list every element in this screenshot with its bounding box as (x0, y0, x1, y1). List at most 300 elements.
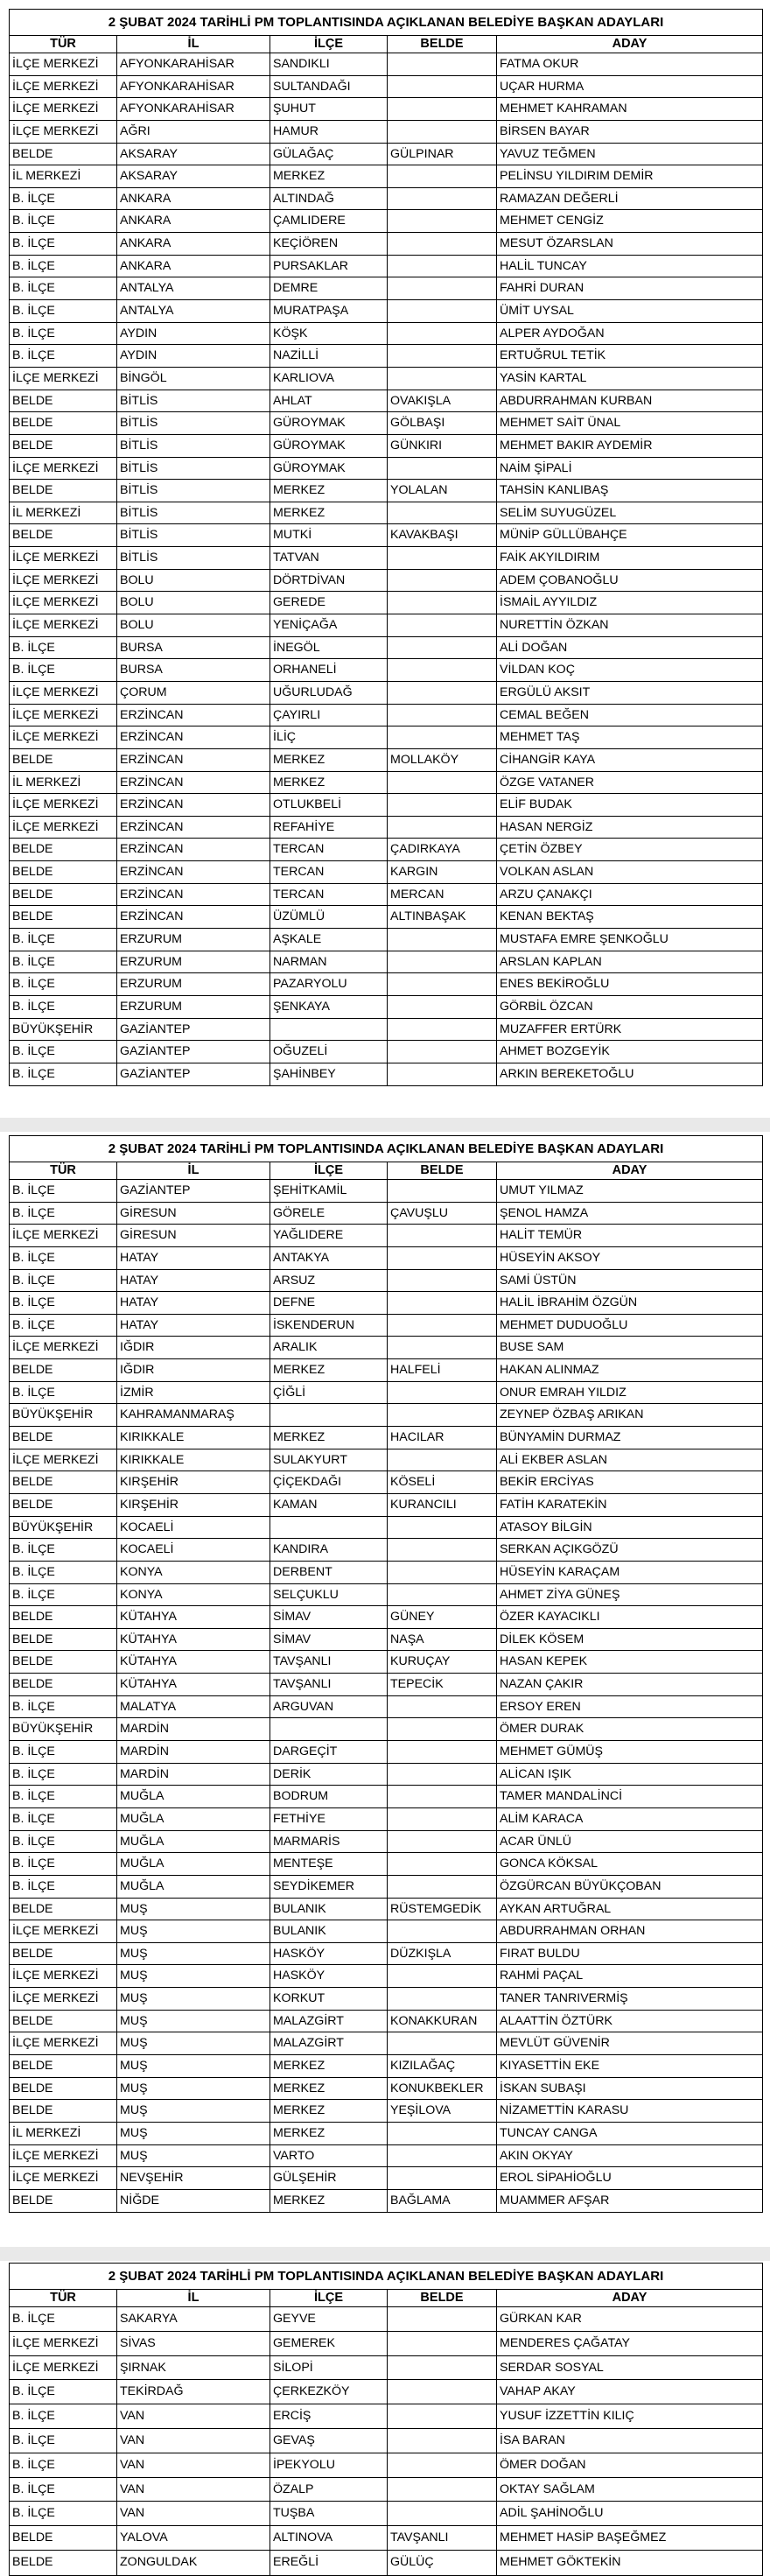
tur-cell: BELDE (10, 2526, 117, 2550)
belde-cell: TAVŞANLI (388, 2526, 497, 2550)
ilce-cell: VARTO (270, 2145, 388, 2167)
aday-cell: GONCA KÖKSAL (500, 1857, 598, 1871)
table-row (10, 1674, 762, 1696)
column-header: BELDE (388, 1162, 497, 1179)
aday-cell: ONUR EMRAH YILDIZ (500, 1385, 626, 1400)
tur-cell: BELDE (10, 1494, 117, 1516)
il-cell: KÜTAHYA (117, 1606, 270, 1628)
tur-cell: İLÇE MERKEZİ (10, 98, 117, 120)
table-row (10, 1337, 762, 1359)
ilce-cell: HAMUR (270, 121, 388, 143)
il-cell: KIRŞEHİR (117, 1494, 270, 1516)
table-row (10, 659, 762, 682)
ilce-cell: İNEGÖL (270, 637, 388, 659)
column-header: İLÇE (270, 2290, 388, 2306)
table-row (10, 435, 762, 458)
aday-cell: TAMER MANDALİNCİ (500, 1789, 623, 1804)
il-cell: KIRIKKALE (117, 1449, 270, 1471)
column-header: BELDE (388, 36, 497, 53)
ilce-cell: TAVŞANLI (270, 1651, 388, 1673)
il-cell: BOLU (117, 570, 270, 592)
belde-cell: ÇADIRKAYA (388, 839, 497, 860)
aday-cell: İSMAİL AYYILDIZ (500, 595, 598, 610)
tur-cell: BELDE (10, 2055, 117, 2077)
tur-cell: İLÇE MERKEZİ (10, 1988, 117, 2010)
belde-cell (388, 2380, 497, 2404)
belde-cell: TEPECİK (388, 1674, 497, 1695)
belde-cell (388, 368, 497, 390)
table-header-row (10, 1162, 762, 1180)
tur-cell: B. İLÇE (10, 1382, 117, 1404)
il-cell: AFYONKARAHİSAR (117, 53, 270, 75)
ilce-cell: DEFNE (270, 1292, 388, 1314)
aday-cell: AHMET ZİYA GÜNEŞ (500, 1587, 620, 1602)
ilce-cell: HASKÖY (270, 1965, 388, 1987)
ilce-cell: MURATPAŞA (270, 300, 388, 322)
table-row (10, 996, 762, 1019)
ilce-cell: KÖŞK (270, 323, 388, 345)
belde-cell (388, 2123, 497, 2144)
il-cell: ANTALYA (117, 300, 270, 322)
ilce-cell (270, 1404, 388, 1426)
il-cell: SİVAS (117, 2332, 270, 2355)
tur-cell: BELDE (10, 1427, 117, 1449)
belde-cell (388, 2145, 497, 2167)
il-cell: ERZİNCAN (117, 817, 270, 839)
il-cell: AYDIN (117, 323, 270, 345)
candidate-table (9, 2263, 763, 2576)
belde-cell (388, 210, 497, 232)
column-header: İL (117, 1162, 270, 1179)
belde-cell: KURANCILI (388, 1494, 497, 1516)
tur-cell: B. İLÇE (10, 1270, 117, 1292)
page-gap (0, 2247, 770, 2261)
belde-cell (388, 165, 497, 187)
table-row (10, 2123, 762, 2145)
il-cell: BURSA (117, 637, 270, 659)
il-cell: VAN (117, 2404, 270, 2428)
tur-cell: BELDE (10, 884, 117, 906)
aday-cell: EROL SİPAHİOĞLU (500, 2171, 612, 2186)
belde-cell (388, 1404, 497, 1426)
il-cell: MUŞ (117, 2032, 270, 2054)
belde-cell (388, 277, 497, 299)
table-row (10, 1203, 762, 1225)
aday-cell: KENAN BEKTAŞ (500, 909, 594, 924)
il-cell: ERZİNCAN (117, 861, 270, 883)
belde-cell (388, 2453, 497, 2477)
il-cell: MUŞ (117, 1965, 270, 1987)
aday-cell: ENES BEKİROĞLU (500, 977, 610, 992)
belde-cell (388, 996, 497, 1018)
aday-cell: HALİL TUNCAY (500, 258, 587, 273)
tur-cell: B. İLÇE (10, 1041, 117, 1063)
belde-cell (388, 614, 497, 636)
aday-cell: MEHMET GÜMÜŞ (500, 1744, 603, 1759)
belde-cell: ÇAVUŞLU (388, 1203, 497, 1225)
tur-cell: İLÇE MERKEZİ (10, 682, 117, 704)
table-row (10, 614, 762, 637)
tur-cell: BELDE (10, 2078, 117, 2100)
ilce-cell: KARLIOVA (270, 368, 388, 390)
table-row (10, 256, 762, 278)
table-row (10, 390, 762, 413)
belde-cell (388, 570, 497, 592)
aday-cell: AKIN OKYAY (500, 2148, 573, 2163)
tur-cell: B. İLÇE (10, 2429, 117, 2453)
table-row (10, 210, 762, 233)
aday-cell: FATMA OKUR (500, 57, 579, 71)
tur-cell: İL MERKEZİ (10, 2123, 117, 2144)
ilce-cell: ŞUHUT (270, 98, 388, 120)
aday-cell: BİRSEN BAYAR (500, 123, 590, 138)
ilce-cell: HASKÖY (270, 1943, 388, 1965)
table-row (10, 794, 762, 817)
aday-cell: HAKAN ALINMAZ (500, 1363, 599, 1378)
tur-cell: B. İLÇE (10, 1831, 117, 1853)
il-cell: AFYONKARAHİSAR (117, 98, 270, 120)
table-row (10, 188, 762, 211)
tur-cell: İLÇE MERKEZİ (10, 121, 117, 143)
belde-cell (388, 1696, 497, 1718)
tur-cell: BELDE (10, 2100, 117, 2122)
table-row (10, 1741, 762, 1764)
table-row (10, 1225, 762, 1247)
aday-cell: BÜNYAMİN DURMAZ (500, 1430, 621, 1445)
aday-cell: TAHSİN KANLIBAŞ (500, 483, 609, 498)
tur-cell: B. İLÇE (10, 188, 117, 210)
ilce-cell: YENİÇAĞA (270, 614, 388, 636)
table-row (10, 1718, 762, 1741)
tur-cell: BELDE (10, 480, 117, 502)
belde-cell (388, 592, 497, 614)
aday-cell: CEMAL BEĞEN (500, 707, 589, 722)
ilce-cell: MERKEZ (270, 2055, 388, 2077)
il-cell: VAN (117, 2453, 270, 2477)
belde-cell: NAŞA (388, 1629, 497, 1651)
belde-cell (388, 1786, 497, 1807)
ilce-cell: ÇİĞLİ (270, 1382, 388, 1404)
ilce-cell: MERKEZ (270, 502, 388, 524)
aday-cell: ÖZGÜRCAN BÜYÜKÇOBAN (500, 1878, 662, 1893)
aday-cell: ÖMER DURAK (500, 1722, 584, 1737)
aday-cell: ALİCAN IŞIK (500, 1766, 572, 1781)
tur-cell: B. İLÇE (10, 1063, 117, 1086)
table-header-row (10, 2290, 762, 2307)
ilce-cell: SİMAV (270, 1606, 388, 1628)
belde-cell (388, 2167, 497, 2189)
belde-cell: BAĞLAMA (388, 2190, 497, 2213)
tur-cell: İLÇE MERKEZİ (10, 726, 117, 748)
tur-cell: İLÇE MERKEZİ (10, 458, 117, 480)
il-cell: GAZİANTEP (117, 1041, 270, 1063)
belde-cell (388, 2502, 497, 2525)
belde-cell (388, 1876, 497, 1898)
table-row (10, 2332, 762, 2356)
il-cell: ERZURUM (117, 996, 270, 1018)
tur-cell: İLÇE MERKEZİ (10, 368, 117, 390)
tur-cell: B. İLÇE (10, 1808, 117, 1830)
aday-cell: ERTUĞRUL TETİK (500, 348, 606, 363)
aday-cell: NİZAMETTİN KARASU (500, 2103, 629, 2118)
table-row (10, 1786, 762, 1808)
aday-cell: MEHMET CENGİZ (500, 214, 604, 228)
il-cell: KONYA (117, 1584, 270, 1606)
table-title: 2 ŞUBAT 2024 TARİHLİ PM TOPLANTISINDA AÇIKLANAN BELEDİYE BAŞKAN ADAYLARI (10, 1136, 762, 1162)
aday-cell: FAİK AKYILDIRIM (500, 551, 600, 565)
aday-cell: TANER TANRIVERMİŞ (500, 1991, 628, 2006)
il-cell: MUĞLA (117, 1831, 270, 1853)
tur-cell: B. İLÇE (10, 1741, 117, 1763)
il-cell: MUŞ (117, 1988, 270, 2010)
table-row (10, 233, 762, 256)
il-cell: BURSA (117, 659, 270, 681)
tur-cell: İLÇE MERKEZİ (10, 2032, 117, 2054)
table-row (10, 884, 762, 907)
tur-cell: BELDE (10, 524, 117, 546)
ilce-cell: KEÇİÖREN (270, 233, 388, 255)
belde-cell (388, 345, 497, 367)
il-cell: NİĞDE (117, 2190, 270, 2213)
tur-cell: İLÇE MERKEZİ (10, 547, 117, 569)
il-cell: GAZİANTEP (117, 1063, 270, 1086)
belde-cell: KAVAKBAŞI (388, 524, 497, 546)
tur-cell: B. İLÇE (10, 1292, 117, 1314)
ilce-cell: BODRUM (270, 1786, 388, 1807)
ilce-cell: ÇİÇEKDAĞI (270, 1471, 388, 1493)
il-cell: ŞIRNAK (117, 2356, 270, 2380)
table-row (10, 2055, 762, 2078)
table-row (10, 817, 762, 839)
table-row (10, 2380, 762, 2404)
ilce-cell: GEREDE (270, 592, 388, 614)
table-row (10, 2167, 762, 2190)
belde-cell (388, 1337, 497, 1358)
aday-cell: MEHMET BAKIR AYDEMİR (500, 438, 653, 453)
ilce-cell: ŞEHİTKAMİL (270, 1180, 388, 1202)
il-cell: ERZURUM (117, 951, 270, 973)
ilce-cell: ÖZALP (270, 2478, 388, 2502)
il-cell: BİTLİS (117, 524, 270, 546)
table-row (10, 53, 762, 76)
tur-cell: B. İLÇE (10, 1562, 117, 1583)
table-row (10, 726, 762, 749)
tur-cell: BELDE (10, 1674, 117, 1695)
belde-cell (388, 1718, 497, 1740)
il-cell: ZONGULDAK (117, 2551, 270, 2575)
ilce-cell: GEVAŞ (270, 2429, 388, 2453)
aday-cell: ALİ DOĞAN (500, 640, 568, 655)
belde-cell (388, 1041, 497, 1063)
il-cell: MUĞLA (117, 1876, 270, 1898)
ilce-cell: ERCİŞ (270, 2404, 388, 2428)
il-cell: AĞRI (117, 121, 270, 143)
ilce-cell: ÇERKEZKÖY (270, 2380, 388, 2404)
ilce-cell: BULANIK (270, 1920, 388, 1942)
table-row (10, 2307, 762, 2332)
ilce-cell: AŞKALE (270, 929, 388, 951)
tur-cell: B. İLÇE (10, 929, 117, 951)
ilce-cell: EREĞLİ (270, 2551, 388, 2575)
ilce-cell: MENTEŞE (270, 1853, 388, 1875)
table-row (10, 1270, 762, 1293)
table-row (10, 682, 762, 705)
table-row (10, 1696, 762, 1719)
ilce-cell: MALAZGİRT (270, 2011, 388, 2032)
aday-cell: OKTAY SAĞLAM (500, 2481, 595, 2496)
aday-cell: MÜNİP GÜLLÜBAHÇE (500, 528, 627, 543)
belde-cell (388, 98, 497, 120)
tur-cell: B. İLÇE (10, 951, 117, 973)
ilce-cell: MERKEZ (270, 480, 388, 502)
ilce-cell: OTLUKBELİ (270, 794, 388, 816)
table-row (10, 98, 762, 121)
ilce-cell: PURSAKLAR (270, 256, 388, 277)
table-row (10, 547, 762, 570)
tur-cell: BELDE (10, 1359, 117, 1381)
column-header: TÜR (10, 1162, 117, 1179)
tur-cell: B. İLÇE (10, 256, 117, 277)
il-cell: BİTLİS (117, 458, 270, 480)
aday-cell: CİHANGİR KAYA (500, 752, 596, 767)
aday-cell: MUZAFFER ERTÜRK (500, 1021, 622, 1036)
il-cell: BİTLİS (117, 480, 270, 502)
ilce-cell: FETHİYE (270, 1808, 388, 1830)
belde-cell: YOLALAN (388, 480, 497, 502)
tur-cell: BELDE (10, 1471, 117, 1493)
ilce-cell: GÜROYMAK (270, 435, 388, 457)
belde-cell (388, 1988, 497, 2010)
ilce-cell: MERKEZ (270, 2123, 388, 2144)
belde-cell (388, 1180, 497, 1202)
aday-cell: MEHMET SAİT ÜNAL (500, 416, 621, 431)
tur-cell: B. İLÇE (10, 2380, 117, 2404)
table-row (10, 592, 762, 614)
aday-cell: SELİM SUYUGÜZEL (500, 505, 617, 520)
aday-cell: ALPER AYDOĞAN (500, 326, 605, 340)
tur-cell: BELDE (10, 906, 117, 928)
aday-cell: ŞENOL HAMZA (500, 1205, 589, 1220)
table-row (10, 1180, 762, 1203)
ilce-cell: GEMEREK (270, 2332, 388, 2355)
belde-cell: GÜNEY (388, 1606, 497, 1628)
tur-cell: İLÇE MERKEZİ (10, 1337, 117, 1358)
table-row (10, 2145, 762, 2168)
column-header: ADAY (612, 2291, 648, 2305)
ilce-cell: ÜZÜMLÜ (270, 906, 388, 928)
table-row (10, 1427, 762, 1449)
belde-cell (388, 1562, 497, 1583)
belde-cell (388, 726, 497, 748)
ilce-cell: SİLOPİ (270, 2356, 388, 2380)
aday-cell: ADİL ŞAHİNOĞLU (500, 2506, 604, 2521)
belde-cell (388, 1449, 497, 1471)
belde-cell (388, 2032, 497, 2054)
ilce-cell: NARMAN (270, 951, 388, 973)
aday-cell: ELİF BUDAK (500, 797, 572, 812)
tur-cell: B. İLÇE (10, 345, 117, 367)
aday-cell: ARZU ÇANAKÇI (500, 887, 592, 902)
ilce-cell: İLİÇ (270, 726, 388, 748)
belde-cell (388, 1920, 497, 1942)
ilce-cell: SANDIKLI (270, 53, 388, 75)
aday-cell: FAHRİ DURAN (500, 281, 584, 296)
table-row (10, 458, 762, 481)
ilce-cell: TERCAN (270, 839, 388, 860)
tur-cell: BELDE (10, 749, 117, 771)
belde-cell (388, 458, 497, 480)
ilce-cell: NAZİLLİ (270, 345, 388, 367)
tur-cell: B. İLÇE (10, 1853, 117, 1875)
ilce-cell: SULTANDAĞI (270, 76, 388, 98)
il-cell: ÇORUM (117, 682, 270, 704)
belde-cell (388, 1225, 497, 1246)
il-cell: HATAY (117, 1315, 270, 1337)
aday-cell: ATASOY BİLGİN (500, 1520, 592, 1534)
il-cell: HATAY (117, 1270, 270, 1292)
il-cell: ERZİNCAN (117, 839, 270, 860)
aday-cell: ÖMER DOĞAN (500, 2457, 586, 2472)
ilce-cell: TAVŞANLI (270, 1674, 388, 1695)
belde-cell (388, 1019, 497, 1041)
tur-cell: İL MERKEZİ (10, 165, 117, 187)
belde-cell: GÜLÜÇ (388, 2551, 497, 2575)
aday-cell: UMUT YILMAZ (500, 1183, 584, 1197)
il-cell: AKSARAY (117, 165, 270, 187)
table-row (10, 861, 762, 884)
tur-cell: BELDE (10, 1943, 117, 1965)
tur-cell: BELDE (10, 2011, 117, 2032)
il-cell: ANKARA (117, 188, 270, 210)
il-cell: AFYONKARAHİSAR (117, 76, 270, 98)
aday-cell: ALİM KARACA (500, 1811, 584, 1826)
tur-cell: B. İLÇE (10, 637, 117, 659)
ilce-cell: MERKEZ (270, 2078, 388, 2100)
aday-cell: RAHMİ PAÇAL (500, 1969, 584, 1983)
il-cell: YALOVA (117, 2526, 270, 2550)
aday-cell: AHMET BOZGEYİK (500, 1044, 610, 1059)
table-row (10, 1920, 762, 1943)
table-row (10, 368, 762, 390)
table-row (10, 2453, 762, 2478)
belde-cell: KARGIN (388, 861, 497, 883)
il-cell: BİTLİS (117, 435, 270, 457)
tur-cell: BÜYÜKŞEHİR (10, 1517, 117, 1539)
table-row (10, 1471, 762, 1494)
belde-cell: ALTINBAŞAK (388, 906, 497, 928)
il-cell: ERZİNCAN (117, 772, 270, 794)
table-row (10, 2011, 762, 2033)
belde-cell (388, 188, 497, 210)
aday-cell: TUNCAY CANGA (500, 2125, 598, 2140)
il-cell: MUŞ (117, 2100, 270, 2122)
aday-cell: ERSOY EREN (500, 1699, 581, 1714)
tur-cell: B. İLÇE (10, 1764, 117, 1786)
table-row (10, 1247, 762, 1270)
belde-cell (388, 1831, 497, 1853)
il-cell: HATAY (117, 1292, 270, 1314)
ilce-cell: SİMAV (270, 1629, 388, 1651)
table-row (10, 1019, 762, 1042)
ilce-cell: GÜLAĞAÇ (270, 144, 388, 165)
tur-cell: B. İLÇE (10, 1539, 117, 1561)
belde-cell: DÜZKIŞLA (388, 1943, 497, 1965)
belde-cell: GÜLPINAR (388, 144, 497, 165)
table-row (10, 121, 762, 144)
tur-cell: İLÇE MERKEZİ (10, 817, 117, 839)
ilce-cell: MERKEZ (270, 2190, 388, 2213)
aday-cell: ERGÜLÜ AKSIT (500, 684, 591, 699)
